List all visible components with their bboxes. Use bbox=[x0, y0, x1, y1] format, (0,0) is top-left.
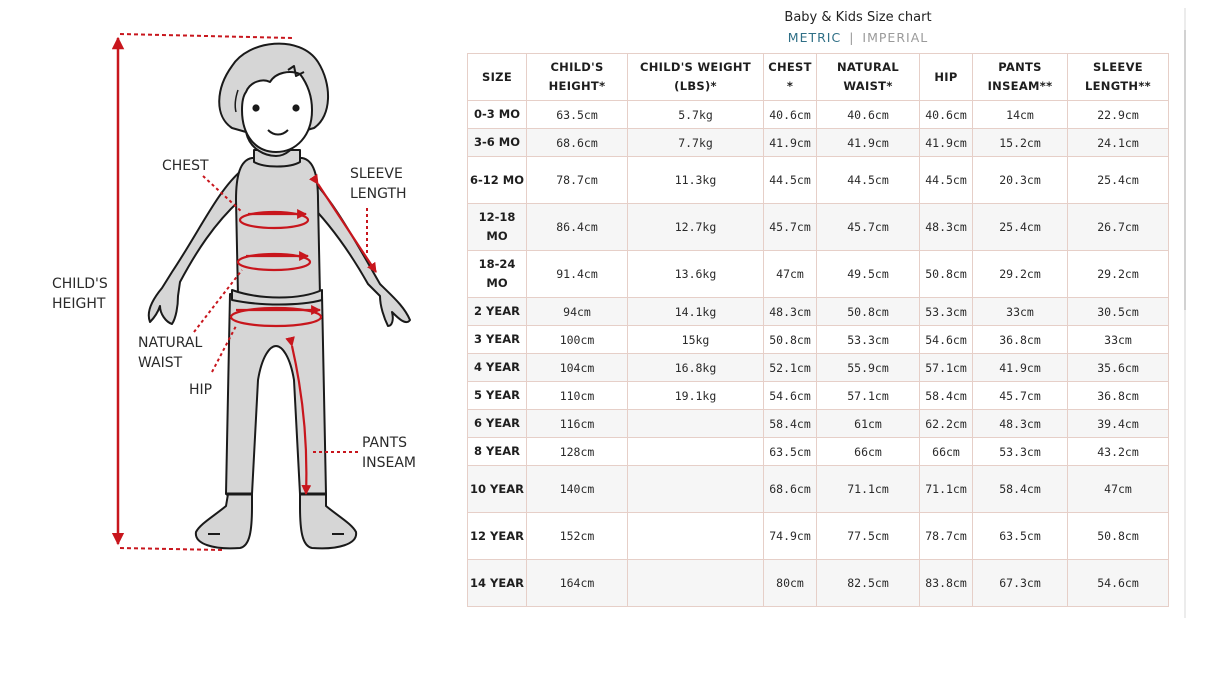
hip-cell: 50.8cm bbox=[920, 251, 973, 298]
sleeve-cell: 43.2cm bbox=[1068, 438, 1169, 466]
chest-cell: 45.7cm bbox=[764, 204, 817, 251]
unit-separator: | bbox=[849, 30, 855, 45]
sleeve-cell: 30.5cm bbox=[1068, 298, 1169, 326]
waist-cell: 53.3cm bbox=[817, 326, 920, 354]
waist-cell: 49.5cm bbox=[817, 251, 920, 298]
hip-cell: 62.2cm bbox=[920, 410, 973, 438]
chest-cell: 50.8cm bbox=[764, 326, 817, 354]
table-row bbox=[468, 157, 1169, 204]
waist-cell: 41.9cm bbox=[817, 129, 920, 157]
hip-cell: 78.7cm bbox=[920, 513, 973, 560]
hip-label: HIP bbox=[189, 382, 213, 398]
chest-cell: 68.6cm bbox=[764, 466, 817, 513]
scrollbar-thumb[interactable] bbox=[1184, 30, 1186, 310]
inseam-cell: 41.9cm bbox=[973, 354, 1068, 382]
weight-cell: 11.3kg bbox=[628, 157, 764, 204]
waist-cell: 45.7cm bbox=[817, 204, 920, 251]
inseam-cell: 58.4cm bbox=[973, 466, 1068, 513]
sleeve-cell: 29.2cm bbox=[1068, 251, 1169, 298]
table-row bbox=[468, 560, 1169, 607]
size-cell: 0-3 MO bbox=[468, 101, 527, 129]
hip-cell: 83.8cm bbox=[920, 560, 973, 607]
unit-toggle bbox=[660, 30, 1056, 45]
hip-cell: 40.6cm bbox=[920, 101, 973, 129]
height-label-line1: CHILD'S bbox=[52, 276, 108, 292]
weight-cell: 15kg bbox=[628, 326, 764, 354]
table-row bbox=[468, 204, 1169, 251]
hip-cell: 57.1cm bbox=[920, 354, 973, 382]
hip-cell: 71.1cm bbox=[920, 466, 973, 513]
waist-cell: 71.1cm bbox=[817, 466, 920, 513]
table-row bbox=[468, 466, 1169, 513]
size-cell: 10 YEAR bbox=[468, 466, 527, 513]
sleeve-cell: 33cm bbox=[1068, 326, 1169, 354]
table-row bbox=[468, 438, 1169, 466]
chest-label: CHEST bbox=[162, 158, 209, 174]
weight-cell: 7.7kg bbox=[628, 129, 764, 157]
sleeve-cell: 35.6cm bbox=[1068, 354, 1169, 382]
size-cell: 5 YEAR bbox=[468, 382, 527, 410]
chest-cell: 52.1cm bbox=[764, 354, 817, 382]
size-table bbox=[467, 53, 1169, 607]
header-sleeve: SLEEVE LENGTH** bbox=[1068, 54, 1169, 101]
table-row bbox=[468, 129, 1169, 157]
weight-cell: 19.1kg bbox=[628, 382, 764, 410]
metric-tab[interactable]: METRIC bbox=[787, 30, 842, 45]
chest-cell: 80cm bbox=[764, 560, 817, 607]
size-cell: 4 YEAR bbox=[468, 354, 527, 382]
sleeve-cell: 50.8cm bbox=[1068, 513, 1169, 560]
hip-cell: 66cm bbox=[920, 438, 973, 466]
height-label-line2: HEIGHT bbox=[52, 296, 106, 312]
hip-cell: 48.3cm bbox=[920, 204, 973, 251]
chest-cell: 41.9cm bbox=[764, 129, 817, 157]
sleeve-label-line1: SLEEVE bbox=[350, 166, 403, 182]
waist-label-line1: NATURAL bbox=[138, 335, 203, 351]
size-cell: 6 YEAR bbox=[468, 410, 527, 438]
sleeve-cell: 26.7cm bbox=[1068, 204, 1169, 251]
sleeve-cell: 39.4cm bbox=[1068, 410, 1169, 438]
weight-cell bbox=[628, 513, 764, 560]
chest-cell: 63.5cm bbox=[764, 438, 817, 466]
height-cell: 78.7cm bbox=[527, 157, 628, 204]
inseam-label-line1: PANTS bbox=[362, 435, 408, 451]
waist-cell: 50.8cm bbox=[817, 298, 920, 326]
table-row bbox=[468, 513, 1169, 560]
sleeve-cell: 25.4cm bbox=[1068, 157, 1169, 204]
weight-cell bbox=[628, 438, 764, 466]
height-cell: 110cm bbox=[527, 382, 628, 410]
table-row bbox=[468, 326, 1169, 354]
inseam-cell: 48.3cm bbox=[973, 410, 1068, 438]
header-chest: CHEST * bbox=[764, 54, 817, 101]
height-cell: 104cm bbox=[527, 354, 628, 382]
header-waist: NATURAL WAIST* bbox=[817, 54, 920, 101]
height-cell: 94cm bbox=[527, 298, 628, 326]
chest-cell: 44.5cm bbox=[764, 157, 817, 204]
child-body bbox=[149, 44, 410, 549]
waist-label-line2: WAIST bbox=[138, 355, 183, 371]
inseam-cell: 29.2cm bbox=[973, 251, 1068, 298]
table-row bbox=[468, 101, 1169, 129]
header-height: CHILD'S HEIGHT* bbox=[527, 54, 628, 101]
height-cell: 128cm bbox=[527, 438, 628, 466]
height-cell: 68.6cm bbox=[527, 129, 628, 157]
chart-title: Baby & Kids Size chart bbox=[784, 10, 932, 25]
height-cell: 63.5cm bbox=[527, 101, 628, 129]
table-row bbox=[468, 410, 1169, 438]
chest-cell: 74.9cm bbox=[764, 513, 817, 560]
inseam-cell: 63.5cm bbox=[973, 513, 1068, 560]
header-size: SIZE bbox=[468, 54, 527, 101]
inseam-cell: 53.3cm bbox=[973, 438, 1068, 466]
height-cell: 140cm bbox=[527, 466, 628, 513]
header-row bbox=[468, 54, 1169, 101]
sleeve-cell: 24.1cm bbox=[1068, 129, 1169, 157]
size-cell: 6-12 MO bbox=[468, 157, 527, 204]
height-cell: 91.4cm bbox=[527, 251, 628, 298]
hip-cell: 53.3cm bbox=[920, 298, 973, 326]
height-cell: 86.4cm bbox=[527, 204, 628, 251]
sleeve-cell: 47cm bbox=[1068, 466, 1169, 513]
waist-cell: 44.5cm bbox=[817, 157, 920, 204]
size-cell: 18-24 MO bbox=[468, 251, 527, 298]
sleeve-cell: 22.9cm bbox=[1068, 101, 1169, 129]
chest-cell: 47cm bbox=[764, 251, 817, 298]
sleeve-cell: 54.6cm bbox=[1068, 560, 1169, 607]
hip-cell: 44.5cm bbox=[920, 157, 973, 204]
imperial-tab[interactable]: IMPERIAL bbox=[862, 30, 929, 45]
hip-cell: 58.4cm bbox=[920, 382, 973, 410]
size-cell: 12-18 MO bbox=[468, 204, 527, 251]
size-cell: 12 YEAR bbox=[468, 513, 527, 560]
height-cell: 152cm bbox=[527, 513, 628, 560]
header-hip: HIP bbox=[920, 54, 973, 101]
weight-cell bbox=[628, 466, 764, 513]
waist-cell: 82.5cm bbox=[817, 560, 920, 607]
table-row bbox=[468, 382, 1169, 410]
weight-cell: 16.8kg bbox=[628, 354, 764, 382]
sleeve-label-line2: LENGTH bbox=[350, 186, 407, 202]
hip-cell: 54.6cm bbox=[920, 326, 973, 354]
height-cell: 164cm bbox=[527, 560, 628, 607]
size-cell: 3 YEAR bbox=[468, 326, 527, 354]
size-cell: 14 YEAR bbox=[468, 560, 527, 607]
waist-cell: 40.6cm bbox=[817, 101, 920, 129]
waist-cell: 77.5cm bbox=[817, 513, 920, 560]
inseam-cell: 33cm bbox=[973, 298, 1068, 326]
height-cell: 116cm bbox=[527, 410, 628, 438]
header-weight: CHILD'S WEIGHT (LBS)* bbox=[628, 54, 764, 101]
chest-cell: 40.6cm bbox=[764, 101, 817, 129]
waist-cell: 66cm bbox=[817, 438, 920, 466]
inseam-cell: 67.3cm bbox=[973, 560, 1068, 607]
inseam-cell: 20.3cm bbox=[973, 157, 1068, 204]
inseam-cell: 45.7cm bbox=[973, 382, 1068, 410]
weight-cell: 5.7kg bbox=[628, 101, 764, 129]
size-cell: 3-6 MO bbox=[468, 129, 527, 157]
table-row bbox=[468, 354, 1169, 382]
size-cell: 2 YEAR bbox=[468, 298, 527, 326]
inseam-cell: 25.4cm bbox=[973, 204, 1068, 251]
sleeve-cell: 36.8cm bbox=[1068, 382, 1169, 410]
hip-cell: 41.9cm bbox=[920, 129, 973, 157]
waist-cell: 61cm bbox=[817, 410, 920, 438]
inseam-cell: 15.2cm bbox=[973, 129, 1068, 157]
inseam-cell: 14cm bbox=[973, 101, 1068, 129]
size-cell: 8 YEAR bbox=[468, 438, 527, 466]
weight-cell: 14.1kg bbox=[628, 298, 764, 326]
chest-cell: 58.4cm bbox=[764, 410, 817, 438]
table-row bbox=[468, 251, 1169, 298]
chest-cell: 54.6cm bbox=[764, 382, 817, 410]
chest-cell: 48.3cm bbox=[764, 298, 817, 326]
measurement-figure bbox=[40, 20, 440, 565]
waist-cell: 57.1cm bbox=[817, 382, 920, 410]
height-cell: 100cm bbox=[527, 326, 628, 354]
header-inseam: PANTS INSEAM** bbox=[973, 54, 1068, 101]
weight-cell bbox=[628, 560, 764, 607]
waist-cell: 55.9cm bbox=[817, 354, 920, 382]
weight-cell: 13.6kg bbox=[628, 251, 764, 298]
inseam-cell: 36.8cm bbox=[973, 326, 1068, 354]
table-row bbox=[468, 298, 1169, 326]
weight-cell: 12.7kg bbox=[628, 204, 764, 251]
inseam-label-line2: INSEAM bbox=[362, 455, 416, 471]
weight-cell bbox=[628, 410, 764, 438]
